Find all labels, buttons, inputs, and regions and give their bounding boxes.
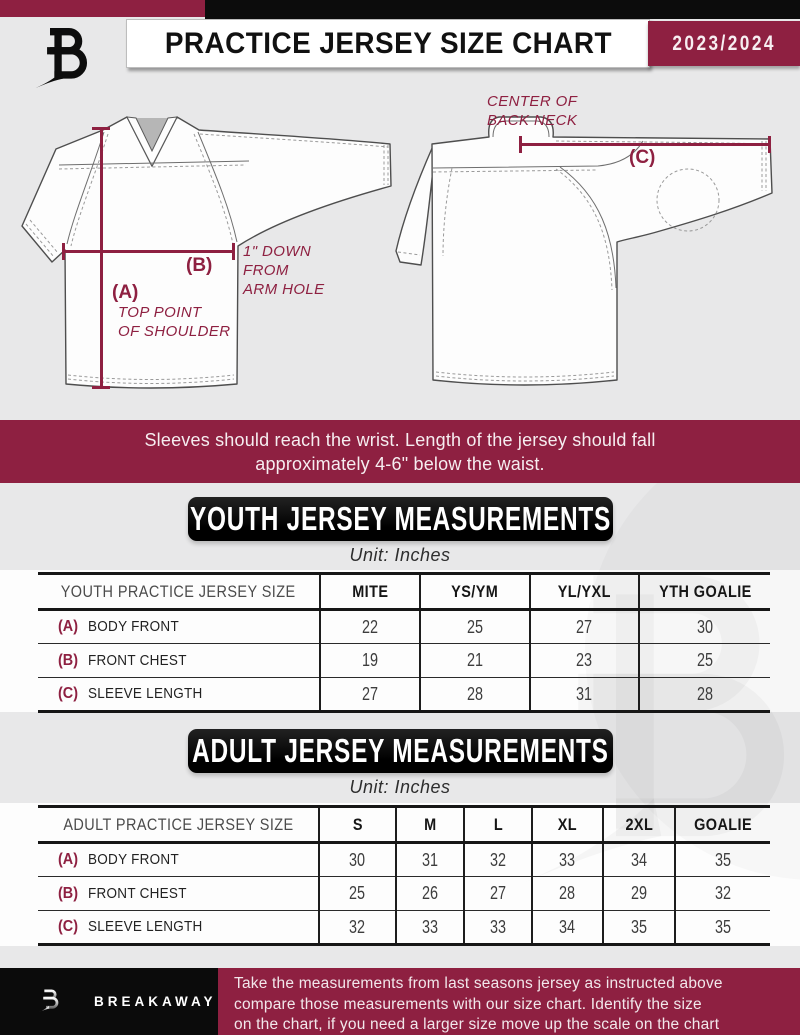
row-label: FRONT CHEST (88, 651, 187, 669)
column-header (532, 807, 603, 843)
top-accent-black (205, 0, 800, 19)
cell (396, 843, 464, 877)
cell (639, 678, 770, 712)
column-header (639, 574, 770, 610)
measure-key-b: (B) (186, 255, 213, 276)
cell-value: 33 (489, 916, 507, 937)
column-header (530, 574, 639, 610)
column-header (464, 807, 532, 843)
instruction-line: Take the measurements from last seasons jersey as instructed above (234, 975, 723, 992)
page-title: PRACTICE JERSEY SIZE CHART (164, 26, 612, 60)
cell (532, 877, 603, 911)
measurement-cap (768, 136, 771, 153)
cell-value: 33 (421, 916, 439, 937)
cell-value: 25 (466, 616, 484, 637)
cell (320, 644, 420, 678)
measurement-line-a (100, 128, 103, 388)
table-row (38, 877, 770, 911)
caption-line: OF SHOULDER (118, 323, 231, 340)
adult-section-title: ADULT JERSEY MEASUREMENTS (192, 732, 609, 769)
cell-value: 28 (696, 683, 714, 704)
footer-instructions-panel (218, 968, 800, 1035)
page-title-box (126, 19, 650, 68)
cell-value: 35 (714, 849, 732, 870)
cell-value: 34 (559, 916, 576, 937)
row-label-cell (38, 843, 319, 877)
cell (396, 877, 464, 911)
cell-value: 34 (630, 849, 648, 870)
instruction-line: on the chart, if you need a larger size move up the scale on the chart (234, 1016, 720, 1033)
measure-caption-b (243, 242, 325, 299)
cell-value: 33 (559, 849, 576, 870)
cell-value: 27 (361, 683, 379, 704)
fit-note-line: approximately 4-6" below the waist. (255, 453, 545, 474)
column-header-label: M (423, 814, 437, 834)
table-title: ADULT PRACTICE JERSEY SIZE (62, 814, 294, 834)
column-header (319, 807, 396, 843)
cell (464, 911, 532, 945)
table-row-header-cell (38, 574, 320, 610)
cell (530, 610, 639, 644)
breakaway-logo-icon (28, 22, 94, 100)
row-label: FRONT CHEST (88, 884, 187, 902)
measurement-cap (92, 127, 110, 130)
jersey-diagrams (0, 88, 800, 418)
adult-unit-label: Unit: Inches (349, 777, 451, 797)
cell-value: 21 (466, 650, 484, 670)
cell-value: 19 (361, 650, 379, 670)
cell-value: 26 (421, 883, 439, 903)
cell-value: 31 (576, 683, 593, 704)
caption-line: CENTER OF (487, 93, 578, 110)
measurement-line-b (63, 250, 234, 253)
youth-section-title-bar (188, 497, 613, 541)
cell (675, 843, 770, 877)
cell (319, 877, 396, 911)
measure-caption-a (118, 303, 230, 341)
cell (603, 911, 675, 945)
row-key: (B) (58, 651, 78, 669)
caption-line: TOP POINT (118, 304, 202, 321)
row-label: SLEEVE LENGTH (88, 685, 203, 702)
row-label-cell (38, 610, 320, 644)
column-header-label: GOALIE (694, 814, 752, 834)
cell (675, 877, 770, 911)
breakaway-logo-icon (36, 982, 61, 1022)
column-header-label: YL/YXL (557, 581, 612, 601)
row-key: (B) (58, 884, 78, 902)
column-header-label: 2XL (625, 814, 653, 834)
cell-value: 22 (361, 616, 379, 637)
brand-name: BREAKAWAY (94, 994, 217, 1009)
cell-value: 31 (421, 849, 439, 870)
column-header (320, 574, 420, 610)
column-header-label: MITE (351, 581, 389, 601)
season-badge (648, 21, 800, 66)
youth-unit-label: Unit: Inches (349, 545, 451, 565)
cell (532, 843, 603, 877)
measurement-line-c (520, 143, 771, 146)
table-row (38, 843, 770, 877)
column-header-label: S (352, 814, 363, 834)
cell (420, 610, 530, 644)
column-header (603, 807, 675, 843)
row-label-cell (38, 911, 319, 945)
cell (464, 877, 532, 911)
column-header-label: L (493, 814, 503, 834)
cell (530, 678, 639, 712)
caption-line: ARM HOLE (243, 281, 325, 298)
cell-value: 30 (349, 849, 366, 870)
instruction-line: compare those measurements with our size chart. Identify the size (234, 995, 702, 1013)
row-label: BODY FRONT (88, 851, 180, 868)
table-title: YOUTH PRACTICE JERSEY SIZE (61, 581, 296, 601)
adult-section-title-bar (188, 729, 613, 773)
cell (603, 843, 675, 877)
row-label-cell (38, 644, 320, 678)
caption-line: 1" DOWN (243, 243, 312, 260)
cell (396, 911, 464, 945)
cell (675, 911, 770, 945)
youth-measurements-table (38, 572, 770, 713)
footer-brand-panel (0, 968, 218, 1035)
cell (320, 678, 420, 712)
cell (603, 877, 675, 911)
cell-value: 32 (489, 849, 507, 870)
cell-value: 25 (349, 883, 366, 903)
fit-note-line: Sleeves should reach the wrist. Length of the jersey should fall (144, 429, 656, 450)
row-label-cell (38, 678, 320, 712)
cell-value: 32 (714, 883, 732, 903)
cell-value: 29 (630, 883, 648, 903)
table-row (38, 610, 770, 644)
cell (532, 911, 603, 945)
row-key: (A) (58, 851, 78, 868)
table-row (38, 678, 770, 712)
measurement-cap (92, 386, 110, 389)
cell-value: 28 (559, 883, 576, 903)
table-header-row (38, 807, 770, 843)
cell-value: 35 (630, 916, 648, 937)
column-header (675, 807, 770, 843)
measurement-cap (62, 243, 65, 260)
cell (319, 911, 396, 945)
cell-value: 30 (696, 616, 714, 637)
table-row (38, 644, 770, 678)
cell (464, 843, 532, 877)
cell-value: 28 (466, 683, 484, 704)
cell-value: 32 (349, 916, 366, 937)
fit-note-banner (0, 420, 800, 483)
column-header (420, 574, 530, 610)
cell (320, 610, 420, 644)
season-label: 2023/2024 (672, 31, 776, 55)
cell (420, 644, 530, 678)
measurement-cap (519, 136, 522, 153)
row-key: (C) (58, 685, 78, 702)
measure-key-c: (C) (629, 147, 656, 168)
measure-key-a: (A) (112, 282, 139, 303)
row-key: (A) (58, 618, 78, 635)
cell-value: 27 (489, 883, 507, 903)
measure-caption-c (487, 92, 577, 130)
column-header-label: YS/YM (451, 581, 499, 601)
table-row-header-cell (38, 807, 319, 843)
cell (420, 678, 530, 712)
row-key: (C) (58, 918, 78, 935)
cell (530, 644, 639, 678)
cell (639, 644, 770, 678)
row-label: SLEEVE LENGTH (88, 918, 203, 935)
measurement-cap (232, 243, 235, 260)
cell (639, 610, 770, 644)
cell (319, 843, 396, 877)
top-accent-maroon (0, 0, 205, 17)
column-header-label: XL (557, 814, 578, 834)
table-row (38, 911, 770, 945)
table-header-row (38, 574, 770, 610)
row-label-cell (38, 877, 319, 911)
caption-line: FROM (243, 262, 289, 279)
cell-value: 27 (576, 616, 593, 637)
column-header-label: YTH GOALIE (658, 581, 752, 601)
column-header (396, 807, 464, 843)
youth-section-title: YOUTH JERSEY MEASUREMENTS (189, 500, 612, 537)
caption-line: BACK NECK (487, 112, 578, 129)
adult-measurements-table (38, 805, 770, 946)
cell-value: 25 (696, 650, 714, 670)
cell-value: 35 (714, 916, 732, 937)
row-label: BODY FRONT (88, 618, 180, 635)
cell-value: 23 (576, 650, 593, 670)
